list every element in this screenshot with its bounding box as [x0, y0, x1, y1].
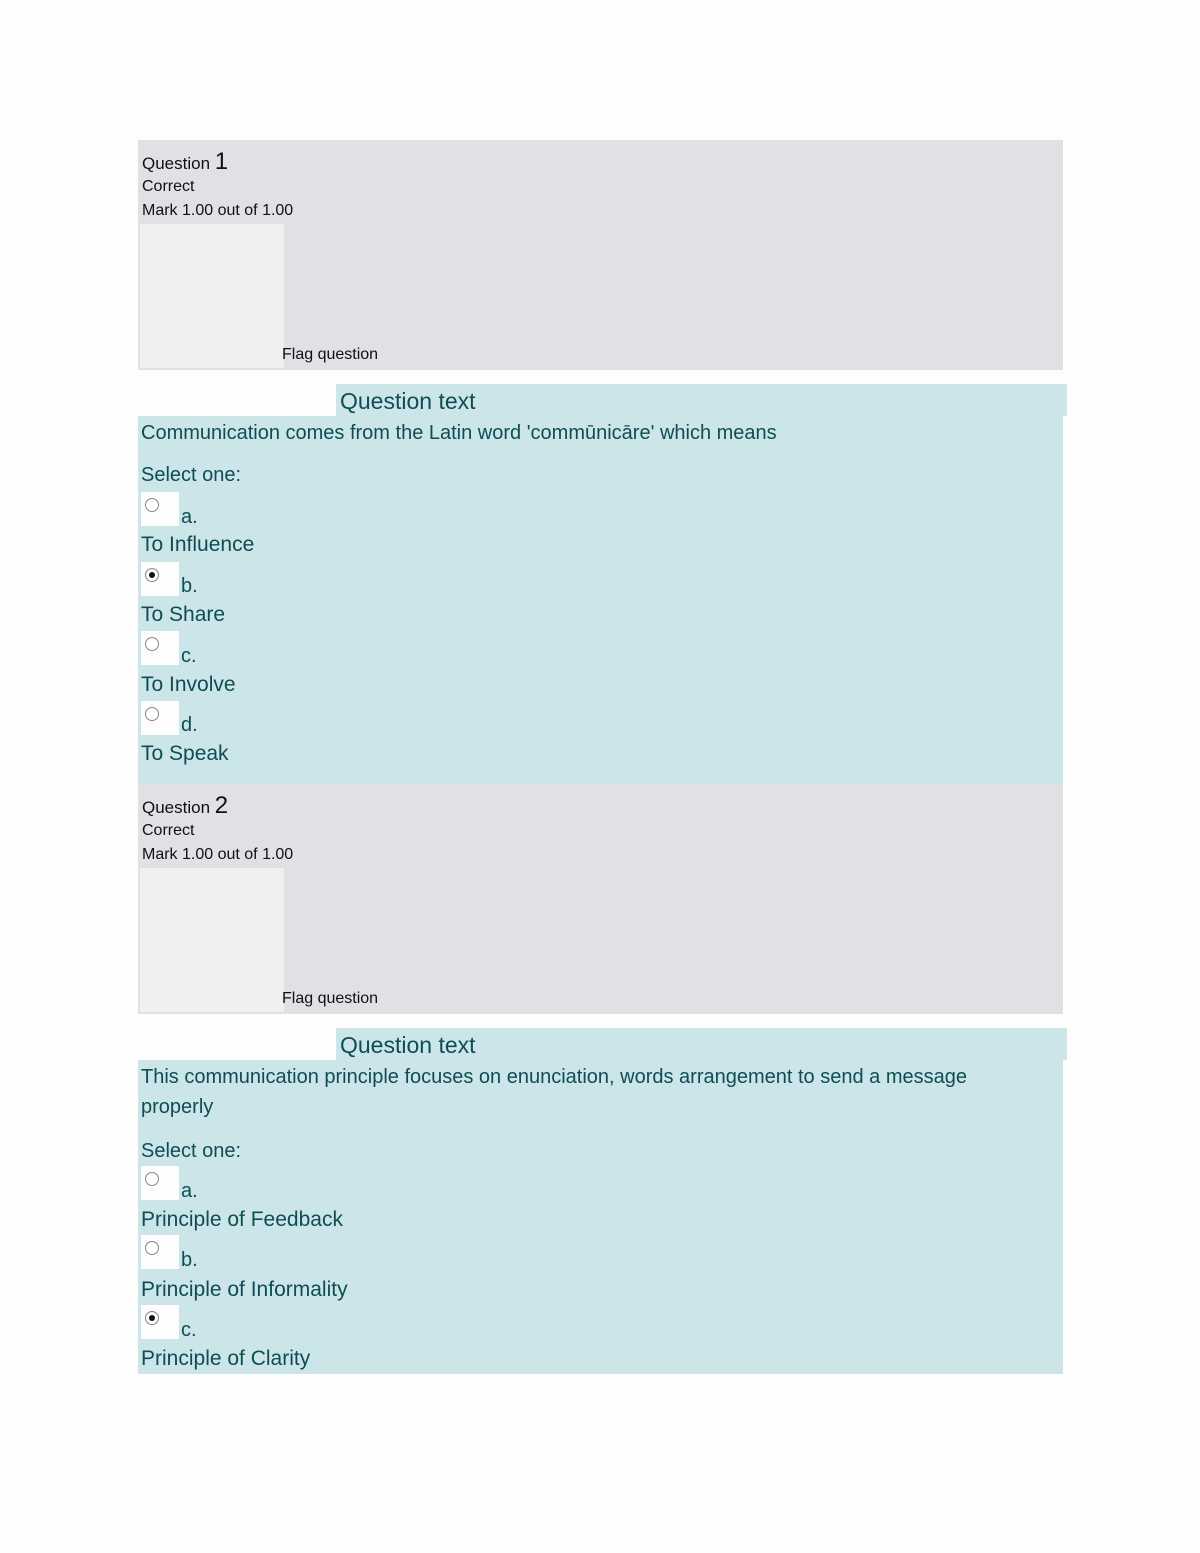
flag-icon[interactable] [140, 224, 284, 368]
spacer [138, 1028, 336, 1060]
question-label: Question [142, 798, 211, 817]
option-text[interactable]: To Speak [141, 742, 229, 765]
option-a-radio-box[interactable] [141, 492, 179, 526]
option-text[interactable]: To Influence [141, 533, 255, 556]
option-text[interactable]: Principle of Informality [141, 1278, 348, 1301]
option-letter: b. [181, 575, 198, 597]
question-prompt: Communication comes from the Latin word 'commūnicāre' which means [141, 422, 777, 444]
question-state: Correct [142, 822, 195, 839]
option-c-radio-box[interactable] [141, 1305, 179, 1339]
select-one-label: Select one: [141, 1140, 242, 1162]
option-text[interactable]: Principle of Clarity [141, 1347, 311, 1370]
option-a-radio-box[interactable] [141, 1166, 179, 1200]
question-1-content [138, 384, 1063, 784]
radio-icon[interactable] [145, 1241, 159, 1255]
spacer [138, 384, 336, 416]
radio-icon[interactable] [145, 498, 159, 512]
question-1-info [138, 140, 1063, 370]
option-text[interactable]: To Share [141, 603, 226, 626]
flag-question-link[interactable]: Flag question [282, 346, 379, 363]
option-text[interactable]: To Involve [141, 673, 236, 696]
flag-question-link[interactable]: Flag question [282, 990, 379, 1007]
question-2-content [138, 1028, 1063, 1374]
option-c-radio-box[interactable] [141, 631, 179, 665]
radio-checked-icon[interactable] [145, 1311, 159, 1325]
question-prompt: This communication principle focuses on enunciation, words arrangement to send a message properly [141, 1066, 967, 1118]
option-text[interactable]: Principle of Feedback [141, 1208, 343, 1231]
question-label: Question [142, 154, 211, 173]
select-one-label: Select one: [141, 464, 242, 486]
option-letter: a. [181, 506, 198, 528]
option-letter: d. [181, 714, 198, 736]
flag-icon[interactable] [140, 868, 284, 1012]
question-number-value: 2 [214, 792, 229, 819]
question-number [142, 148, 228, 176]
question-text-header: Question text [336, 1028, 1067, 1060]
question-2-info [138, 784, 1063, 1014]
option-d-radio-box[interactable] [141, 701, 179, 735]
question-text-header: Question text [336, 384, 1067, 416]
option-letter: c. [181, 1319, 197, 1341]
option-letter: b. [181, 1249, 198, 1271]
question-state: Correct [142, 178, 195, 195]
option-letter: a. [181, 1180, 198, 1202]
option-letter: c. [181, 645, 197, 667]
question-number-value: 1 [214, 148, 229, 175]
radio-icon[interactable] [145, 707, 159, 721]
question-grade: Mark 1.00 out of 1.00 [142, 846, 294, 863]
option-b-radio-box[interactable] [141, 562, 179, 596]
question-number [142, 792, 228, 820]
question-grade: Mark 1.00 out of 1.00 [142, 202, 294, 219]
radio-icon[interactable] [145, 1172, 159, 1186]
radio-checked-icon[interactable] [145, 568, 159, 582]
option-b-radio-box[interactable] [141, 1235, 179, 1269]
radio-icon[interactable] [145, 637, 159, 651]
